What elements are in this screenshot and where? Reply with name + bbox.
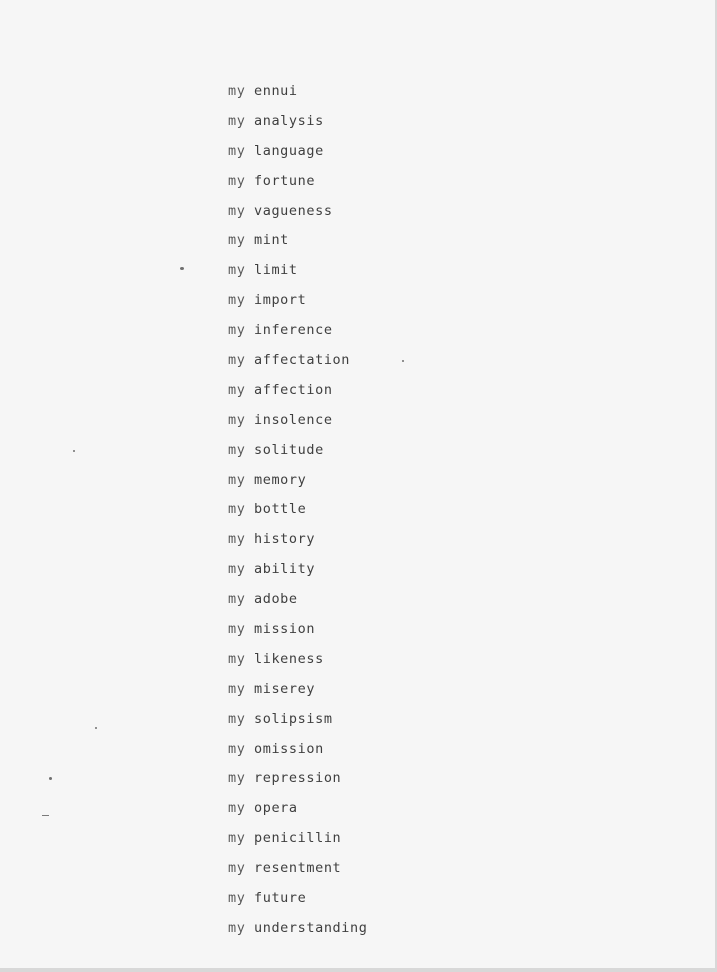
line-noun: limit xyxy=(254,262,298,279)
line-lead-word: my xyxy=(228,919,246,936)
line-lead-word: my xyxy=(228,710,246,727)
poem-lines xyxy=(228,82,367,949)
line-lead-word: my xyxy=(228,112,246,129)
line-noun: ennui xyxy=(254,83,298,99)
line-lead-word: my xyxy=(228,561,246,578)
line-noun: miserey xyxy=(254,680,316,697)
line-lead-word: my xyxy=(228,830,246,847)
line-noun: vagueness xyxy=(254,202,333,219)
line-lead-word: my xyxy=(228,501,246,518)
line-lead-word: my xyxy=(228,142,246,159)
line-noun: omission xyxy=(254,740,324,757)
line-lead-word: my xyxy=(228,411,246,428)
paper-speck xyxy=(402,360,404,362)
line-lead-word: my xyxy=(228,890,246,907)
line-noun: import xyxy=(254,292,307,309)
line-lead-word: my xyxy=(228,292,246,309)
line-lead-word: my xyxy=(228,322,246,339)
line-noun: likeness xyxy=(254,650,324,667)
line-noun: adobe xyxy=(254,591,298,608)
line-noun: resentment xyxy=(254,860,342,877)
poem-line xyxy=(228,829,367,859)
poem-line xyxy=(228,710,367,740)
paper-speck xyxy=(95,727,97,729)
line-lead-word: my xyxy=(228,680,246,697)
margin-speck xyxy=(180,267,184,270)
paper-speck xyxy=(73,450,75,452)
line-lead-word: my xyxy=(228,232,246,249)
line-lead-word: my xyxy=(228,770,246,787)
poem-line xyxy=(228,381,367,411)
poem-line xyxy=(228,530,367,560)
poem-line xyxy=(228,172,367,202)
line-noun: affection xyxy=(254,381,333,398)
poem-line xyxy=(228,560,367,590)
line-noun: future xyxy=(254,890,307,907)
poem-line xyxy=(228,441,367,471)
poem-line xyxy=(228,321,367,351)
line-noun: insolence xyxy=(254,411,333,428)
poem-line xyxy=(228,82,367,112)
poem-line xyxy=(228,799,367,829)
line-noun: memory xyxy=(254,471,307,488)
line-noun: solipsism xyxy=(254,710,333,727)
poem-line xyxy=(228,291,367,321)
poem-line xyxy=(228,500,367,530)
line-noun: inference xyxy=(254,322,333,339)
line-noun: understanding xyxy=(254,919,368,936)
poem-line xyxy=(228,590,367,620)
line-noun: fortune xyxy=(254,172,316,189)
line-lead-word: my xyxy=(228,860,246,877)
line-lead-word: my xyxy=(228,621,246,638)
line-lead-word: my xyxy=(228,202,246,219)
line-noun: solitude xyxy=(254,441,324,458)
line-lead-word: my xyxy=(228,262,246,279)
line-noun: affectation xyxy=(254,352,351,369)
line-noun: penicillin xyxy=(254,830,342,847)
line-noun: bottle xyxy=(254,501,307,518)
line-lead-word: my xyxy=(228,471,246,488)
poem-line xyxy=(228,202,367,232)
poem-line xyxy=(228,680,367,710)
line-noun: history xyxy=(254,531,316,548)
poem-line xyxy=(228,142,367,172)
line-lead-word: my xyxy=(228,591,246,608)
line-lead-word: my xyxy=(228,83,246,99)
line-lead-word: my xyxy=(228,381,246,398)
line-noun: language xyxy=(254,142,324,159)
poem-line xyxy=(228,112,367,142)
margin-speck xyxy=(49,777,52,780)
line-lead-word: my xyxy=(228,531,246,548)
poem-line xyxy=(228,740,367,770)
poem-line xyxy=(228,471,367,501)
poem-line xyxy=(228,351,367,381)
poem-line xyxy=(228,411,367,441)
line-lead-word: my xyxy=(228,800,246,817)
line-noun: opera xyxy=(254,800,298,817)
line-noun: ability xyxy=(254,561,316,578)
line-lead-word: my xyxy=(228,650,246,667)
line-lead-word: my xyxy=(228,441,246,458)
poem-line xyxy=(228,231,367,261)
line-lead-word: my xyxy=(228,352,246,369)
line-lead-word: my xyxy=(228,740,246,757)
poem-line xyxy=(228,769,367,799)
line-noun: mint xyxy=(254,232,289,249)
line-noun: repression xyxy=(254,770,342,787)
poem-line xyxy=(228,859,367,889)
poem-line xyxy=(228,889,367,919)
line-noun: mission xyxy=(254,621,316,638)
line-noun: analysis xyxy=(254,112,324,129)
poem-line xyxy=(228,261,367,291)
poem-line xyxy=(228,620,367,650)
line-lead-word: my xyxy=(228,172,246,189)
poem-line xyxy=(228,919,367,949)
poem-line xyxy=(228,650,367,680)
margin-mark xyxy=(42,815,49,816)
